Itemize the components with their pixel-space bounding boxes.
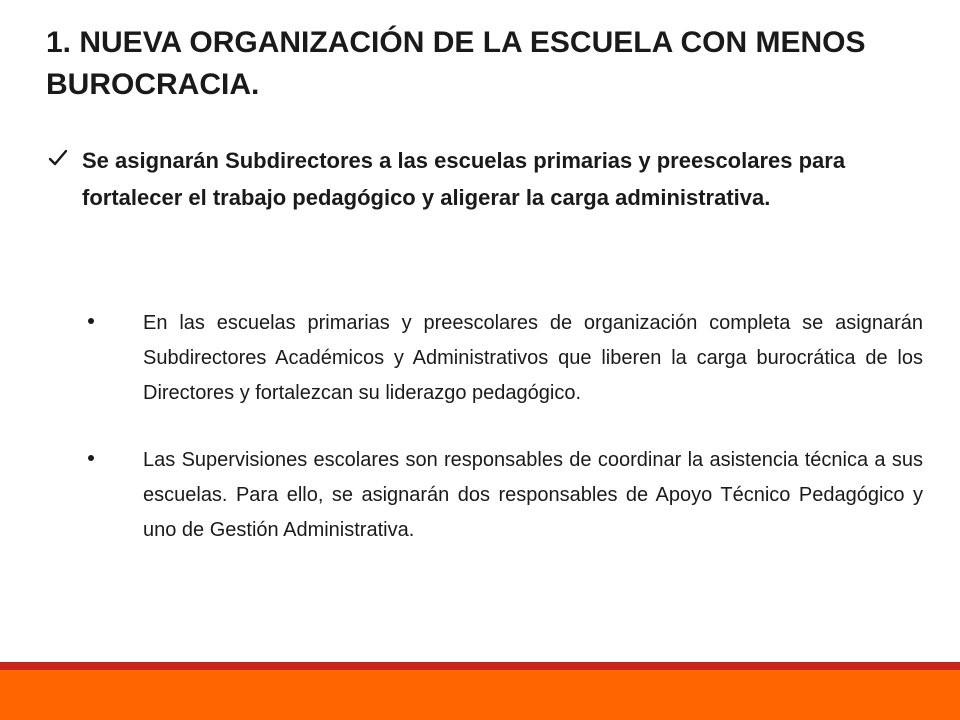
- bullet-item: [88, 443, 923, 548]
- slide-title: 1. NUEVA ORGANIZACIÓN DE LA ESCUELA CON MENOS BUROCRACIA.: [46, 26, 866, 101]
- bullet-text: En las escuelas primarias y preescolares de organización completa se asignarán Subdirectores Académicos y Administrativos que liberen la carga burocrática de los Directores y fortalezcan su liderazgo pedagógico.: [143, 312, 923, 404]
- check-icon: [48, 148, 68, 168]
- bullet-text: Las Supervisiones escolares son responsables de coordinar la asistencia técnica a sus escuelas. Para ello, se asignarán dos responsables de Apoyo Técnico Pedagógico y uno de Gestión Administrativa.: [143, 449, 923, 541]
- bullet-list: [88, 306, 923, 580]
- highlight-text: Se asignarán Subdirectores a las escuelas primarias y preescolares para fortalecer el trabajo pedagógico y aligerar la carga administrativa.: [82, 148, 846, 210]
- bullet-dot-icon: [88, 455, 94, 461]
- bullet-item: [88, 306, 923, 411]
- bullet-dot-icon: [88, 318, 94, 324]
- highlight-point: [48, 142, 928, 216]
- footer-bar-dark: [0, 662, 960, 670]
- footer-bar-orange: [0, 670, 960, 720]
